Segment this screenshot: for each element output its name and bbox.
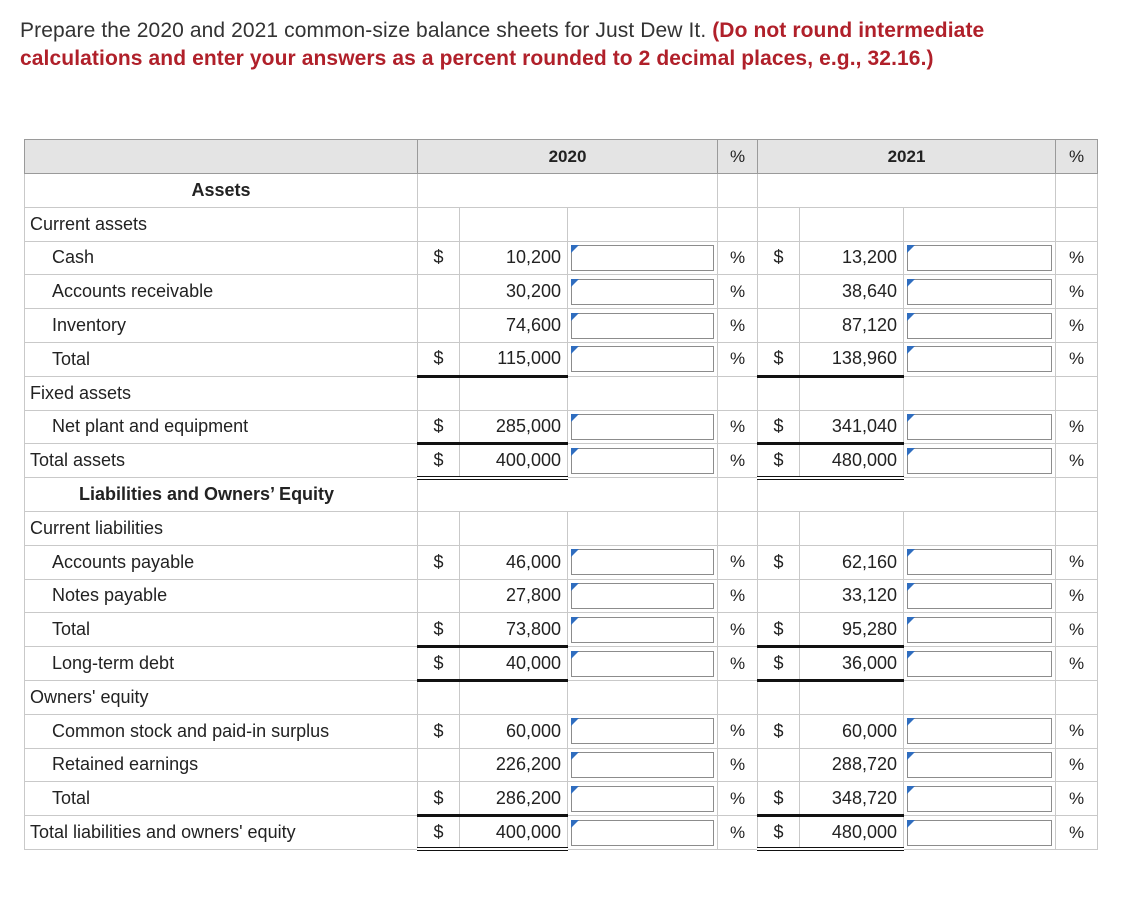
blank-cell — [1056, 680, 1098, 714]
assets-heading: Assets — [25, 174, 418, 208]
line-item-row — [25, 647, 1098, 681]
percent-input-tca-2020[interactable] — [571, 346, 714, 372]
blank-cell — [460, 511, 568, 545]
percent-input-ap-2020[interactable] — [571, 549, 714, 575]
amount-2021: 341,040 — [800, 410, 904, 444]
line-item-row — [25, 275, 1098, 309]
blank-cell — [800, 207, 904, 241]
line-item-row — [25, 545, 1098, 579]
prompt-text: Prepare the 2020 and 2021 common-size balance sheets for Just Dew It. — [20, 19, 713, 42]
input-cell — [904, 647, 1056, 681]
blank-cell — [1056, 174, 1098, 208]
blank-cell — [568, 376, 718, 410]
currency-sign: $ — [418, 647, 460, 681]
input-cell — [568, 816, 718, 850]
currency-sign: $ — [418, 241, 460, 275]
input-cell — [568, 545, 718, 579]
row-label: Total assets — [25, 444, 418, 478]
amount-2020: 286,200 — [460, 782, 568, 816]
blank-cell — [758, 680, 800, 714]
percent-input-cs-2020[interactable] — [571, 718, 714, 744]
blank-cell — [758, 511, 800, 545]
percent-input-ap-2021[interactable] — [907, 549, 1052, 575]
input-cell — [904, 816, 1056, 850]
section-row — [25, 376, 1098, 410]
input-cell — [568, 782, 718, 816]
blank-cell — [718, 680, 758, 714]
blank-cell — [718, 511, 758, 545]
line-item-row — [25, 241, 1098, 275]
input-cell — [568, 241, 718, 275]
currency-sign — [418, 309, 460, 343]
percent-input-toe-2021[interactable] — [907, 786, 1052, 812]
section-label: Current liabilities — [25, 511, 418, 545]
input-cell — [904, 579, 1056, 613]
percent-input-tcl-2020[interactable] — [571, 617, 714, 643]
currency-sign — [418, 748, 460, 782]
currency-sign: $ — [418, 444, 460, 478]
amount-2020: 115,000 — [460, 342, 568, 376]
percent-input-npe-2021[interactable] — [907, 414, 1052, 440]
percent-sign: % — [1056, 545, 1098, 579]
percent-input-ltd-2020[interactable] — [571, 651, 714, 677]
percent-sign: % — [1056, 309, 1098, 343]
currency-sign: $ — [758, 444, 800, 478]
amount-2020: 30,200 — [460, 275, 568, 309]
line-item-row — [25, 444, 1098, 478]
amount-2020: 10,200 — [460, 241, 568, 275]
percent-sign: % — [1056, 816, 1098, 850]
amount-2020: 400,000 — [460, 444, 568, 478]
section-row — [25, 680, 1098, 714]
line-item-row — [25, 309, 1098, 343]
currency-sign — [418, 579, 460, 613]
amount-2021: 36,000 — [800, 647, 904, 681]
percent-sign: % — [718, 816, 758, 850]
amount-2021: 138,960 — [800, 342, 904, 376]
blank-cell — [460, 207, 568, 241]
amount-2021: 348,720 — [800, 782, 904, 816]
header-row — [25, 140, 1098, 174]
input-cell — [568, 613, 718, 647]
blank-cell — [758, 174, 1056, 208]
percent-sign: % — [718, 647, 758, 681]
percent-sign: % — [718, 579, 758, 613]
row-label: Long-term debt — [25, 647, 418, 681]
header-year-2021: 2021 — [758, 140, 1056, 174]
input-cell — [904, 410, 1056, 444]
blank-cell — [718, 478, 758, 512]
input-cell — [904, 444, 1056, 478]
header-pct-2020: % — [718, 140, 758, 174]
section-label: Owners' equity — [25, 680, 418, 714]
section-row — [25, 511, 1098, 545]
input-cell — [904, 241, 1056, 275]
amount-2020: 40,000 — [460, 647, 568, 681]
currency-sign: $ — [758, 241, 800, 275]
row-label: Inventory — [25, 309, 418, 343]
currency-sign — [758, 579, 800, 613]
input-cell — [568, 579, 718, 613]
currency-sign: $ — [418, 714, 460, 748]
percent-sign: % — [1056, 714, 1098, 748]
blank-cell — [418, 680, 460, 714]
input-cell — [904, 748, 1056, 782]
percent-sign: % — [1056, 444, 1098, 478]
row-label: Total — [25, 613, 418, 647]
header-year-2020: 2020 — [418, 140, 718, 174]
amount-2020: 226,200 — [460, 748, 568, 782]
currency-sign — [758, 748, 800, 782]
currency-sign — [758, 275, 800, 309]
amount-2020: 285,000 — [460, 410, 568, 444]
percent-input-np-2020[interactable] — [571, 583, 714, 609]
amount-2021: 288,720 — [800, 748, 904, 782]
amount-2020: 400,000 — [460, 816, 568, 850]
amount-2020: 60,000 — [460, 714, 568, 748]
currency-sign: $ — [418, 613, 460, 647]
blank-cell — [568, 680, 718, 714]
percent-input-ta-2021[interactable] — [907, 448, 1052, 474]
section-label: Fixed assets — [25, 376, 418, 410]
percent-sign: % — [1056, 241, 1098, 275]
blank-cell — [1056, 511, 1098, 545]
amount-2021: 60,000 — [800, 714, 904, 748]
percent-input-cs-2021[interactable] — [907, 718, 1052, 744]
percent-input-npe-2020[interactable] — [571, 414, 714, 440]
line-item-row — [25, 613, 1098, 647]
percent-input-ar-2020[interactable] — [571, 279, 714, 305]
blank-cell — [418, 207, 460, 241]
section-row — [25, 207, 1098, 241]
amount-2021: 33,120 — [800, 579, 904, 613]
header-blank — [25, 140, 418, 174]
percent-input-tca-2021[interactable] — [907, 346, 1052, 372]
input-cell — [568, 748, 718, 782]
currency-sign: $ — [758, 342, 800, 376]
input-cell — [904, 275, 1056, 309]
blank-cell — [904, 376, 1056, 410]
percent-sign: % — [1056, 579, 1098, 613]
amount-2021: 13,200 — [800, 241, 904, 275]
percent-sign: % — [1056, 342, 1098, 376]
line-item-row — [25, 748, 1098, 782]
blank-cell — [1056, 376, 1098, 410]
liabilities-heading-row — [25, 478, 1098, 512]
input-cell — [568, 647, 718, 681]
percent-sign: % — [718, 241, 758, 275]
blank-cell — [904, 207, 1056, 241]
blank-cell — [718, 207, 758, 241]
percent-sign: % — [718, 545, 758, 579]
percent-sign: % — [718, 410, 758, 444]
percent-sign: % — [1056, 748, 1098, 782]
currency-sign: $ — [758, 545, 800, 579]
amount-2021: 38,640 — [800, 275, 904, 309]
percent-input-np-2021[interactable] — [907, 583, 1052, 609]
row-label: Accounts payable — [25, 545, 418, 579]
blank-cell — [800, 680, 904, 714]
percent-input-cash-2021[interactable] — [907, 245, 1052, 271]
liabilities-heading: Liabilities and Owners’ Equity — [25, 478, 418, 512]
percent-input-inv-2021[interactable] — [907, 313, 1052, 339]
blank-cell — [460, 376, 568, 410]
currency-sign — [418, 275, 460, 309]
percent-input-toe-2020[interactable] — [571, 786, 714, 812]
currency-sign: $ — [758, 647, 800, 681]
blank-cell — [800, 511, 904, 545]
percent-sign: % — [1056, 275, 1098, 309]
line-item-row — [25, 816, 1098, 850]
percent-sign: % — [718, 714, 758, 748]
amount-2021: 87,120 — [800, 309, 904, 343]
blank-cell — [758, 207, 800, 241]
input-cell — [904, 714, 1056, 748]
blank-cell — [418, 174, 718, 208]
currency-sign: $ — [418, 342, 460, 376]
amount-2021: 480,000 — [800, 816, 904, 850]
line-item-row — [25, 714, 1098, 748]
currency-sign — [758, 309, 800, 343]
line-item-row — [25, 782, 1098, 816]
input-cell — [904, 613, 1056, 647]
amount-2021: 480,000 — [800, 444, 904, 478]
input-cell — [568, 444, 718, 478]
percent-sign: % — [718, 275, 758, 309]
currency-sign: $ — [758, 714, 800, 748]
input-cell — [904, 545, 1056, 579]
input-cell — [568, 410, 718, 444]
amount-2021: 95,280 — [800, 613, 904, 647]
input-cell — [568, 309, 718, 343]
row-label: Common stock and paid-in surplus — [25, 714, 418, 748]
currency-sign: $ — [418, 410, 460, 444]
percent-sign: % — [718, 342, 758, 376]
input-cell — [568, 342, 718, 376]
percent-input-cash-2020[interactable] — [571, 245, 714, 271]
input-cell — [904, 342, 1056, 376]
common-size-balance-sheet — [24, 139, 1098, 851]
percent-sign: % — [1056, 410, 1098, 444]
blank-cell — [718, 174, 758, 208]
blank-cell — [904, 680, 1056, 714]
row-label: Net plant and equipment — [25, 410, 418, 444]
amount-2020: 73,800 — [460, 613, 568, 647]
currency-sign: $ — [758, 816, 800, 850]
amount-2021: 62,160 — [800, 545, 904, 579]
line-item-row — [25, 579, 1098, 613]
currency-sign: $ — [758, 782, 800, 816]
percent-sign: % — [1056, 613, 1098, 647]
row-label: Accounts receivable — [25, 275, 418, 309]
percent-input-re-2021[interactable] — [907, 752, 1052, 778]
blank-cell — [568, 207, 718, 241]
percent-input-tloe-2020[interactable] — [571, 820, 714, 846]
row-label: Total — [25, 782, 418, 816]
currency-sign: $ — [418, 782, 460, 816]
currency-sign: $ — [758, 410, 800, 444]
input-cell — [568, 275, 718, 309]
blank-cell — [758, 376, 800, 410]
row-label: Notes payable — [25, 579, 418, 613]
blank-cell — [418, 511, 460, 545]
percent-sign: % — [718, 613, 758, 647]
row-label: Retained earnings — [25, 748, 418, 782]
percent-input-ta-2020[interactable] — [571, 448, 714, 474]
blank-cell — [904, 511, 1056, 545]
blank-cell — [758, 478, 1056, 512]
percent-input-tcl-2021[interactable] — [907, 617, 1052, 643]
header-pct-2021: % — [1056, 140, 1098, 174]
percent-input-ar-2021[interactable] — [907, 279, 1052, 305]
currency-sign: $ — [418, 816, 460, 850]
currency-sign: $ — [418, 545, 460, 579]
input-cell — [568, 714, 718, 748]
percent-sign: % — [718, 444, 758, 478]
percent-input-tloe-2021[interactable] — [907, 820, 1052, 846]
prompt-emphasis: (Do not round intermediate calculations and enter your answers as a percent rounded to 2 decimal places, e.g., 32.16.) — [20, 19, 985, 70]
blank-cell — [568, 511, 718, 545]
blank-cell — [1056, 478, 1098, 512]
blank-cell — [418, 376, 460, 410]
blank-cell — [1056, 207, 1098, 241]
row-label: Total — [25, 342, 418, 376]
percent-sign: % — [718, 748, 758, 782]
percent-input-inv-2020[interactable] — [571, 313, 714, 339]
amount-2020: 74,600 — [460, 309, 568, 343]
row-label: Cash — [25, 241, 418, 275]
percent-input-re-2020[interactable] — [571, 752, 714, 778]
percent-sign: % — [1056, 782, 1098, 816]
question-prompt — [20, 17, 1020, 72]
line-item-row — [25, 342, 1098, 376]
blank-cell — [418, 478, 718, 512]
row-label: Total liabilities and owners' equity — [25, 816, 418, 850]
section-label: Current assets — [25, 207, 418, 241]
line-item-row — [25, 410, 1098, 444]
input-cell — [904, 782, 1056, 816]
blank-cell — [718, 376, 758, 410]
blank-cell — [800, 376, 904, 410]
percent-sign: % — [1056, 647, 1098, 681]
currency-sign: $ — [758, 613, 800, 647]
input-cell — [904, 309, 1056, 343]
blank-cell — [460, 680, 568, 714]
assets-heading-row — [25, 174, 1098, 208]
amount-2020: 27,800 — [460, 579, 568, 613]
percent-sign: % — [718, 782, 758, 816]
percent-sign: % — [718, 309, 758, 343]
percent-input-ltd-2021[interactable] — [907, 651, 1052, 677]
amount-2020: 46,000 — [460, 545, 568, 579]
